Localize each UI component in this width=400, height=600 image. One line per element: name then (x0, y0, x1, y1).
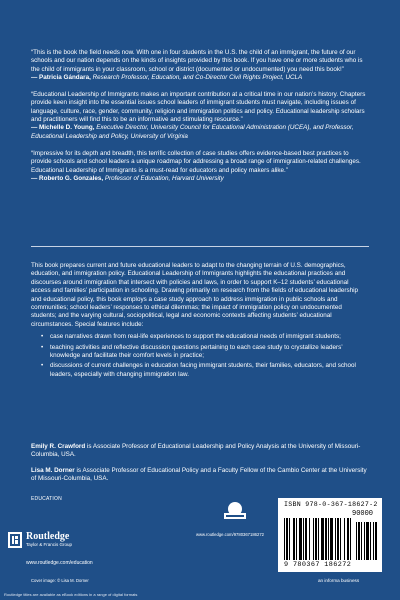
endorsement (31, 49, 369, 82)
author-name: Emily R. Crawford (31, 443, 86, 450)
cover-credit: Cover image: © Lisa M. Dorner (31, 578, 89, 583)
publisher-subtitle: Taylor & Francis Group (26, 542, 73, 547)
endorsement-text: “Educational Leadership of Immigrants makes an important contribution at a critical time in our nation’s history. Chapters provide keen insight into the essential issues school leaders of immigrant students must navigate, including issues of language, culture, race, gender, community, religion and immigration politics and policy. Educational leadership scholars and practitioners will find this to be an informative and stimulating resource.” (31, 91, 366, 124)
subject-category: EDUCATION (31, 496, 62, 502)
endorsement-text: “Impressive for its depth and breadth, this terrific collection of case studies offers evidence-based best practices to provide schools and school leaders a unique roadmap for addressing a broad range of immigration-related challenges. Educational Leadership of Immigrants is a must-read for educators and policy makers alike.” (31, 149, 361, 174)
endorsement-title: Research Professor, Education, and Co-Director Civil Rights Project, UCLA (92, 73, 303, 81)
endorsement-attribution (31, 74, 369, 82)
endorsement-author: — Patricia Gándara, (31, 73, 91, 81)
endorsement-author: — Roberto G. Gonzales, (31, 174, 104, 182)
author-description: is Associate Professor of Educational Leadership and Policy Analysis at the University of Missouri-Columbia, USA. (31, 443, 361, 459)
routledge-logo-icon (8, 532, 22, 548)
author-bio (31, 467, 369, 484)
feature-item: • teaching activities and reflective discussion questions pertaining to each case study to crystallize leaders’ knowledge and facilitate their comfort levels in practice; (41, 344, 369, 361)
barcode-bars-icon (284, 510, 378, 562)
endorsement-attribution (31, 175, 369, 183)
routledge-badge-icon (222, 500, 248, 522)
endorsement (31, 91, 369, 141)
author-bio (31, 443, 369, 460)
description-text: This book prepares current and future educational leaders to adapt to the changing terrain of U.S. demographics, education, and immigration policy. Educational Leadership of Immigrants highlights the educational practices and discourses around immigration that intersect with policies and laws, in order to support K–12 students’ educational access and families’ participation in schooling. Drawing primarily on research from the fields of educational leadership and educational policy, this book employs a case study approach to address immigration in public schools and communities; school leaders’ responses to ethical dilemmas; the impact of immigration policy on undocumented students; and the varying cultural, sociopolitical, legal and economic contexts affecting students’ educational circumstances. Special features include: (31, 262, 359, 328)
endorsement-author: — Michelle D. Young, (31, 124, 95, 132)
features-list (31, 333, 369, 379)
price-code: 90000 (352, 510, 374, 518)
publisher-url[interactable]: www.routledge.com/education (26, 560, 93, 566)
feature-item: • discussions of current challenges in education facing immigrant students, their families, educators, and school leaders, especially with changing immigration law. (41, 362, 369, 379)
isbn-barcode (278, 498, 382, 572)
section-divider (31, 246, 369, 247)
author-description: is Associate Professor of Educational Policy and a Faculty Fellow of the Cambio Center at the University of Missouri-Columbia, USA. (31, 466, 367, 483)
endorsement-attribution (31, 124, 369, 141)
author-bios (31, 443, 369, 491)
author-name: Lisa M. Dorner (31, 466, 75, 474)
endorsement-text: “This is the book the field needs now. With one in four students in the U.S. the child of an immigrant, the future of our schools and our nation depends on the kinds of insights provided by this book. If you have one or more students who is the child of immigrants in your classroom, school or district (documented or undocumented) you need this book!” (31, 49, 363, 73)
ebook-note: Routledge titles are available as eBook editions in a range of digital formats (4, 592, 138, 597)
isbn-number: 9 780367 186272 (284, 561, 352, 569)
book-description (31, 262, 369, 381)
endorsements (31, 49, 369, 192)
product-url[interactable]: www.routledge.com/9780367186272 (196, 532, 264, 537)
publisher-name: Routledge (26, 531, 70, 542)
isbn-label: ISBN 978-0-367-18627-2 (284, 501, 378, 508)
endorsement (31, 150, 369, 183)
parent-company: an informa business (318, 578, 360, 583)
endorsement-title: Executive Director, University Council for Educational Administration (UCEA), and Professor, Educational Leadership and Policy, University of Virginia (31, 124, 354, 140)
endorsement-title: Professor of Education, Harvard University (104, 174, 224, 182)
publisher-logo (8, 530, 178, 576)
feature-item: • case narratives drawn from real-life experiences to support the educational needs of immigrant students; (41, 333, 369, 341)
